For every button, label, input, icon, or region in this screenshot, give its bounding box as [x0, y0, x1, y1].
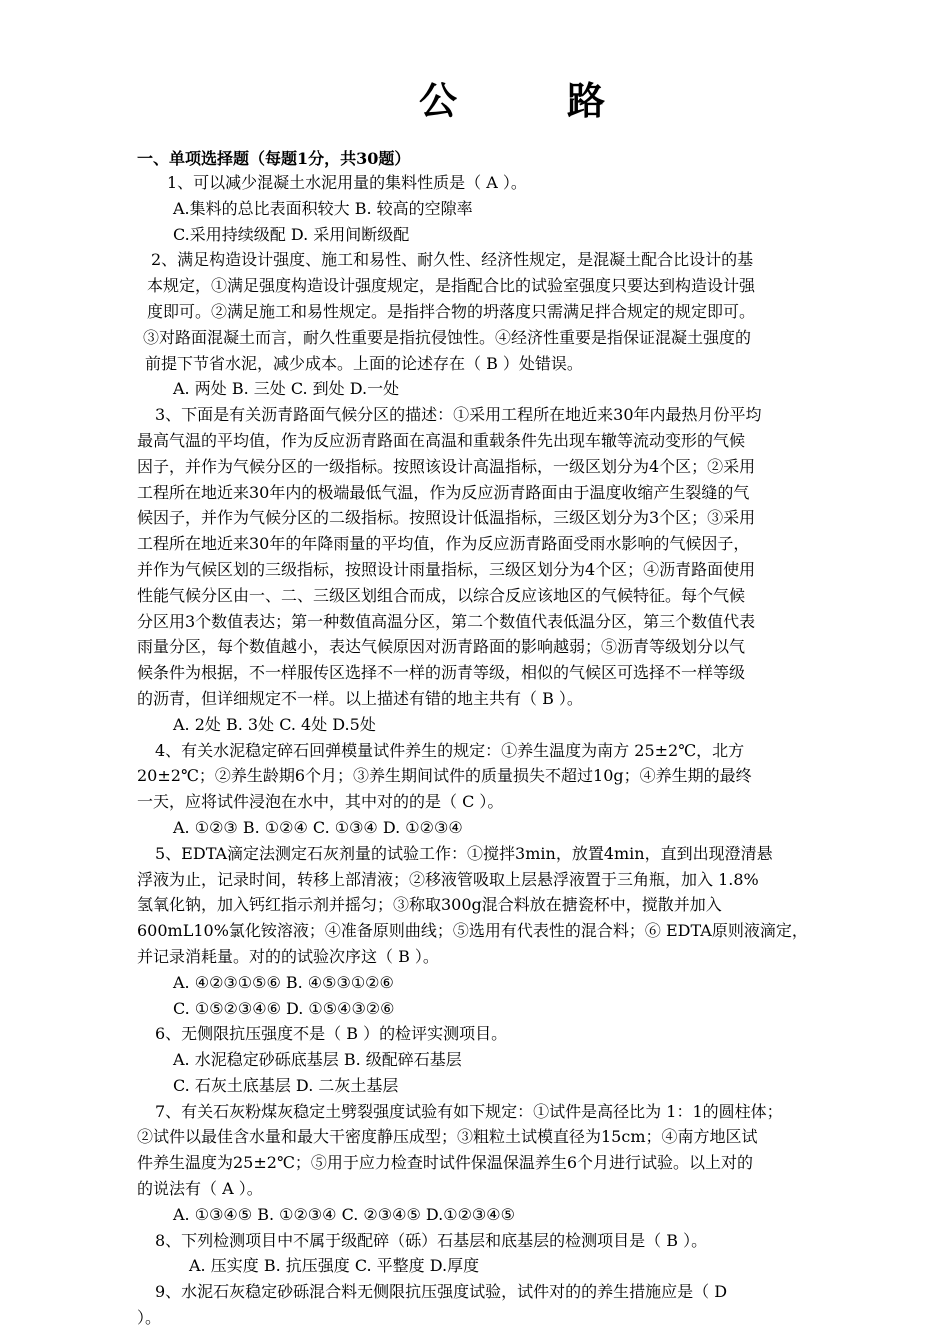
text-line: A.集料的总比表面积较大 B. 较高的空隙率	[173, 198, 473, 218]
text-line: 工程所在地近来30年的年降雨量的平均值，作为反应沥青路面受雨水影响的气候因子，	[137, 534, 750, 554]
section-heading: 一、单项选择题（每题1分，共30题）	[137, 149, 411, 168]
text-line: 8、下列检测项目中不属于级配碎（砾）石基层和底基层的检测项目是（ B ）。	[155, 1230, 708, 1250]
text-line: 6、无侧限抗压强度不是（ B ）的检评实测项目。	[155, 1024, 508, 1044]
text-line: 候因子，并作为气候分区的二级指标。按照设计低温指标，三级区划分为3个区；③采用	[137, 508, 756, 528]
text-line: A. 2处 B. 3处 C. 4处 D.5处	[173, 714, 376, 734]
text-line: 的沥青，但详细规定不一样。以上描述有错的地主共有（ B ）。	[137, 688, 583, 708]
text-line: 度即可。②满足施工和易性规定。是指拌合物的坍落度只需满足拌合规定的规定即可。	[147, 301, 756, 321]
text-line: 7、有关石灰粉煤灰稳定土劈裂强度试验有如下规定：①试件是高径比为 1：1的圆柱体；	[155, 1101, 783, 1121]
text-line: ②试件以最佳含水量和最大干密度静压成型；③粗粒土试模直径为15cm；④南方地区试	[137, 1127, 758, 1147]
text-line: 一天，应将试件浸泡在水中，其中对的的是（ C ）。	[137, 792, 504, 812]
text-line: 前提下节省水泥，减少成本。上面的论述存在（ B ）处错误。	[145, 353, 583, 373]
page-title	[0, 70, 950, 125]
text-line: 9、水泥石灰稳定砂砾混合料无侧限抗压强度试验，试件对的的养生措施应是（ D	[155, 1282, 728, 1302]
question-list	[137, 170, 894, 1331]
text-line: 最高气温的平均值，作为反应沥青路面在高温和重载条件先出现车辙等流动变形的气候	[137, 430, 746, 450]
text-line: 候条件为根据，不一样服传区选择不一样的沥青等级，相似的气候区可选择不一样等级	[137, 663, 746, 683]
text-line: A. ①③④⑤ B. ①②③④ C. ②③④⑤ D.①②③④⑤	[173, 1204, 515, 1224]
text-line: 20±2℃；②养生龄期6个月；③养生期间试件的质量损失不超过10g；④养生期的最终	[137, 766, 752, 786]
title-char-2: 路	[567, 78, 606, 123]
text-line: 因子，并作为气候分区的一级指标。按照该设计高温指标，一级区划分为4个区；②采用	[137, 456, 756, 476]
text-line: A. ①②③ B. ①②④ C. ①③④ D. ①②③④	[173, 817, 463, 837]
text-line: C.采用持续级配 D. 采用间断级配	[173, 224, 410, 244]
text-line: C. ①⑤②③④⑥ D. ①⑤④③②⑥	[173, 998, 395, 1018]
title-char-1: 公	[418, 78, 457, 123]
text-line: ③对路面混凝土而言，耐久性重要是指抗侵蚀性。④经济性重要是指保证混凝土强度的	[143, 327, 752, 347]
text-line: 5、EDTA滴定法测定石灰剂量的试验工作：①搅拌3min，放置4min，直到出现澄清悬	[155, 843, 773, 863]
text-line: ）。	[137, 1308, 162, 1328]
text-line: 1、可以减少混凝土水泥用量的集料性质是（ A ）。	[167, 173, 527, 192]
text-line: 性能气候分区由一、二、三级区划组合而成，以综合反应该地区的气候特征。每个气候	[137, 585, 746, 605]
text-line: 氢氧化钠，加入钙红指示剂并摇匀；③称取300g混合料放在搪瓷杯中，搅散并加入	[137, 895, 722, 915]
text-line: 件养生温度为25±2℃；⑤用于应力检查时试件保温保温养生6个月进行试验。以上对的	[137, 1153, 754, 1173]
text-line: C. 石灰土底基层 D. 二灰土基层	[173, 1075, 399, 1095]
text-line: 600mL10%氯化铵溶液；④准备原则曲线；⑤选用有代表性的混合料；⑥ EDTA原则液滴定，	[137, 921, 808, 941]
text-line: 3、下面是有关沥青路面气候分区的描述：①采用工程所在地近来30年内最热月份平均	[155, 405, 762, 425]
text-line: 工程所在地近来30年内的极端最低气温，作为反应沥青路面由于温度收缩产生裂缝的气	[137, 482, 750, 502]
text-line: 浮液为止，记录时间，转移上部清液；②移液管吸取上层悬浮液置于三角瓶，加入 1.8%	[137, 869, 759, 889]
text-line: A. ④②③①⑤⑥ B. ④⑤③①②⑥	[173, 972, 394, 992]
text-line: 4、有关水泥稳定碎石回弹模量试件养生的规定：①养生温度为南方 25±2℃，北方	[155, 740, 745, 760]
text-line: 的说法有（ A ）。	[137, 1179, 263, 1199]
text-line: 雨量分区，每个数值越小，表达气候原因对沥青路面的影响越弱；⑤沥青等级划分以气	[137, 637, 746, 657]
text-line: 并作为气候区划的三级指标，按照设计雨量指标，三级区划分为4个区；④沥青路面使用	[137, 559, 756, 579]
text-line: 分区用3个数值表达；第一种数值高温分区，第二个数值代表低温分区，第三个数值代表	[137, 611, 756, 631]
text-line: 2、满足构造设计强度、施工和易性、耐久性、经济性规定，是混凝土配合比设计的基	[151, 250, 754, 270]
text-line: A. 压实度 B. 抗压强度 C. 平整度 D.厚度	[189, 1256, 480, 1276]
text-line: A. 两处 B. 三处 C. 到处 D.一处	[173, 379, 400, 399]
text-line: A. 水泥稳定砂砾底基层 B. 级配碎石基层	[173, 1050, 462, 1070]
text-line: 并记录消耗量。对的的试验次序这（ B ）。	[137, 946, 439, 966]
text-line: 本规定，①满足强度构造设计强度规定，是指配合比的试验室强度只要达到构造设计强	[147, 276, 756, 296]
